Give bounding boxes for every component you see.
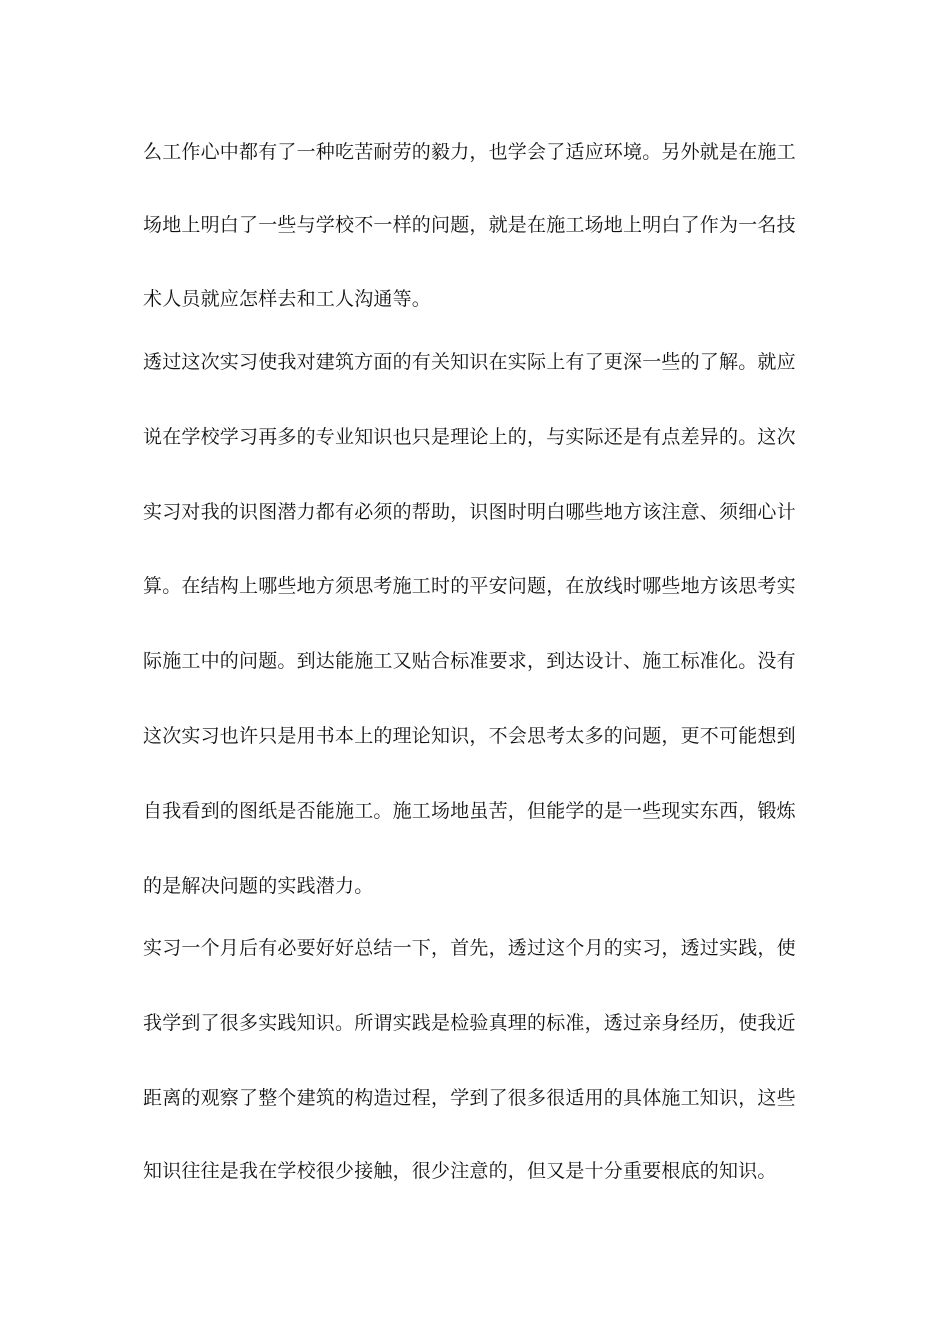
text-line: 这次实习也许只是用书本上的理论知识，不会思考太多的问题，更不可能想到 [143, 725, 796, 747]
text-line: 距离的观察了整个建筑的构造过程，学到了很多很适用的具体施工知识，这些 [143, 1087, 796, 1109]
text-line: 么工作心中都有了一种吃苦耐劳的毅力，也学会了适应环境。另外就是在施工 [143, 141, 796, 163]
text-line: 自我看到的图纸是否能施工。施工场地虽苦，但能学的是一些现实东西，锻炼 [143, 800, 796, 822]
text-line: 实习一个月后有必要好好总结一下，首先，透过这个月的实习，透过实践，使 [143, 937, 796, 959]
text-line: 术人员就应怎样去和工人沟通等。 [143, 288, 432, 310]
text-line: 场地上明白了一些与学校不一样的问题，就是在施工场地上明白了作为一名技 [143, 214, 796, 236]
text-line: 际施工中的问题。到达能施工又贴合标准要求，到达设计、施工标准化。没有 [143, 650, 796, 672]
text-line: 的是解决问题的实践潜力。 [143, 875, 374, 897]
text-line: 我学到了很多实践知识。所谓实践是检验真理的标准，透过亲身经历，使我近 [143, 1012, 796, 1034]
text-line: 实习对我的识图潜力都有必须的帮助，识图时明白哪些地方该注意、须细心计 [143, 501, 796, 523]
text-line: 说在学校学习再多的专业知识也只是理论上的，与实际还是有点差异的。这次 [143, 426, 796, 448]
text-line: 知识往往是我在学校很少接触，很少注意的，但又是十分重要根底的知识。 [143, 1160, 777, 1182]
text-line: 透过这次实习使我对建筑方面的有关知识在实际上有了更深一些的了解。就应 [143, 351, 796, 373]
text-line: 算。在结构上哪些地方须思考施工时的平安问题，在放线时哪些地方该思考实 [143, 575, 796, 597]
